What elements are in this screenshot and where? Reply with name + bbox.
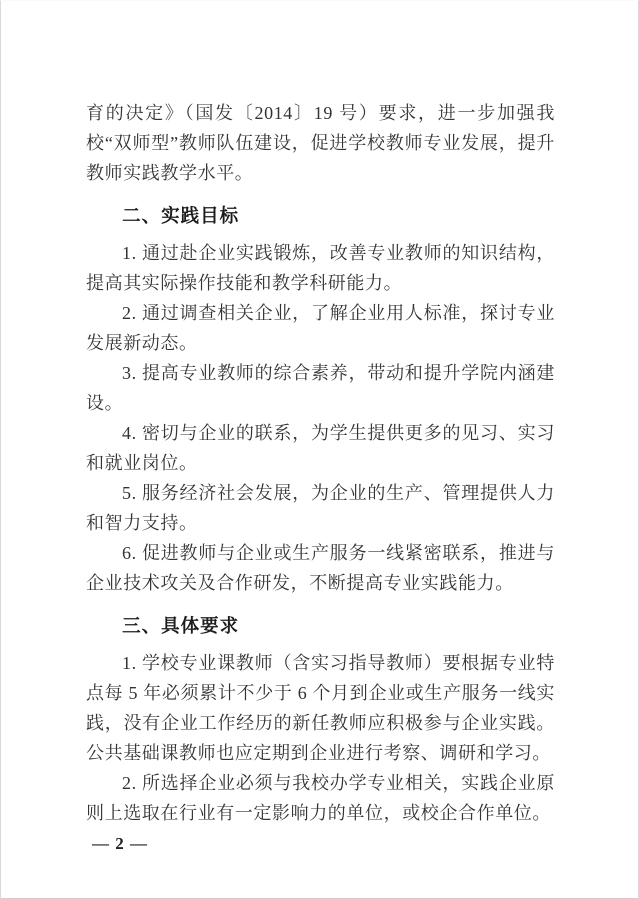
goal-item-1: 1. 通过赴企业实践锻炼，改善专业教师的知识结构，提高其实际操作技能和教学科研能力。 (86, 243, 555, 293)
intro-continuation-paragraph: 育的决定》（国发〔2014〕19 号）要求，进一步加强我校“双师型”教师队伍建设，促进学校教师专业发展，提升教师实践教学水平。 (86, 103, 555, 183)
goal-item-3: 3. 提高专业教师的综合素养，带动和提升学院内涵建设。 (86, 363, 555, 413)
section-heading-specific-requirements: 三、具体要求 (122, 615, 240, 636)
goal-item-4: 4. 密切与企业的联系，为学生提供更多的见习、实习和就业岗位。 (86, 423, 555, 473)
requirement-item-2: 2. 所选择企业必须与我校办学专业相关，实践企业原则上选取在行业有一定影响力的单位，或校企合作单位。 (86, 773, 555, 823)
requirement-item-1: 1. 学校专业课教师（含实习指导教师）要根据专业特点每 5 年必须累计不少于 6 个月到企业或生产服务一线实践，没有企业工作经历的新任教师应积极参与企业实践。公共基础课教师也应定期到企业进行考察、调研和学习。 (86, 653, 555, 763)
page-number: — 2 — (92, 834, 148, 853)
goal-item-5: 5. 服务经济社会发展，为企业的生产、管理提供人力和智力支持。 (86, 483, 555, 533)
document-body (86, 98, 555, 828)
goal-item-2: 2. 通过调查相关企业，了解企业用人标准，探讨专业发展新动态。 (86, 303, 555, 353)
section-heading-practice-goals: 二、实践目标 (122, 205, 240, 226)
goal-item-6: 6. 促进教师与企业或生产服务一线紧密联系，推进与企业技术攻关及合作研发，不断提高专业实践能力。 (86, 543, 555, 593)
